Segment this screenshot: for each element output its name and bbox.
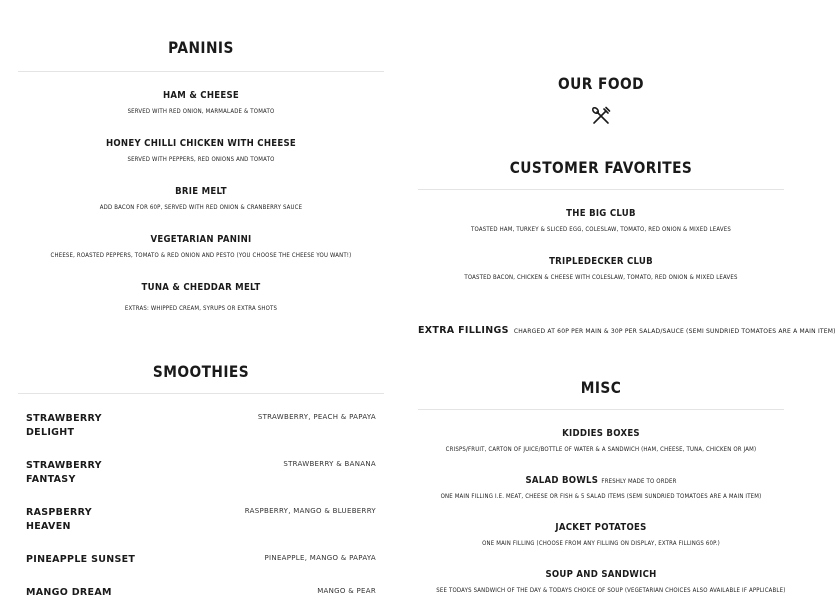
item-description: EXTRAS: WHIPPED CREAM, SYRUPS OR EXTRA SHOTS bbox=[124, 305, 278, 312]
smoothie-ingredients: PINEAPPLE, MANGO & PAPAYA bbox=[264, 554, 376, 562]
item-description: ONE MAIN FILLING I.E. MEAT, CHEESE OR FISH & 5 SALAD ITEMS (SEMI SUNDRIED TOMATOES ARE A MAIN ITEM) bbox=[440, 493, 762, 500]
item-name: BRIE MELT bbox=[175, 186, 227, 197]
smoothie-name: RASPBERRY HEAVEN bbox=[26, 507, 92, 532]
favorites-title: CUSTOMER FAVORITES bbox=[509, 158, 693, 177]
smoothie-name: PINEAPPLE SUNSET bbox=[26, 554, 136, 565]
item-name-text: SALAD BOWLS bbox=[525, 475, 599, 486]
extra-fillings-line bbox=[418, 318, 836, 337]
smoothie-ingredients: MANGO & PEAR bbox=[317, 587, 376, 595]
item-name: JACKET POTATOES bbox=[555, 522, 647, 533]
item-description: CRISPS/FRUIT, CARTON OF JUICE/BOTTLE OF WATER & A SANDWICH (HAM, CHEESE, TUNA, CHICKEN OR JAM) bbox=[445, 446, 757, 453]
paninis-title: PANINIS bbox=[168, 38, 234, 57]
menu-item bbox=[418, 522, 784, 547]
menu-item bbox=[418, 569, 784, 594]
divider bbox=[18, 71, 384, 72]
misc-title: MISC bbox=[580, 378, 622, 397]
smoothie-name: STRAWBERRY DELIGHT bbox=[26, 413, 102, 438]
divider bbox=[418, 409, 784, 410]
item-name: KIDDIES BOXES bbox=[562, 428, 640, 439]
menu-item bbox=[418, 475, 784, 500]
item-description: CHARGED AT 60P PER MAIN & 30P PER SALAD/SAUCE (SEMI SUNDRIED TOMATOES ARE A MAIN ITEM) bbox=[513, 328, 836, 335]
item-description: SERVED WITH RED ONION, MARMALADE & TOMATO bbox=[127, 108, 275, 115]
menu-item bbox=[418, 208, 784, 233]
smoothie-ingredients: STRAWBERRY, PEACH & PAPAYA bbox=[257, 413, 376, 421]
menu-item bbox=[18, 282, 384, 312]
smoothie-ingredients: STRAWBERRY & BANANA bbox=[283, 460, 376, 468]
item-description: SEE TODAYS SANDWICH OF THE DAY & TODAYS CHOICE OF SOUP (VEGETARIAN CHOICES ALSO AVAILABLE IF APPLICABLE) bbox=[436, 587, 786, 594]
item-description: TOASTED HAM, TURKEY & SLICED EGG, COLESLAW, TOMATO, RED ONION & MIXED LEAVES bbox=[471, 226, 731, 233]
item-name: TRIPLEDECKER CLUB bbox=[549, 256, 653, 267]
item-name: HAM & CHEESE bbox=[162, 90, 240, 101]
our-food-title: OUR FOOD bbox=[558, 74, 644, 93]
item-name: VEGETARIAN PANINI bbox=[150, 234, 252, 245]
menu-item bbox=[418, 256, 784, 281]
item-description: SERVED WITH PEPPERS, RED ONIONS AND TOMATO bbox=[127, 156, 275, 163]
item-name: EXTRA FILLINGS bbox=[418, 325, 509, 336]
divider bbox=[418, 189, 784, 190]
item-name: SOUP AND SANDWICH bbox=[545, 569, 657, 580]
item-description: CHEESE, ROASTED PEPPERS, TOMATO & RED ONION AND PESTO (YOU CHOOSE THE CHEESE YOU WANT!) bbox=[50, 252, 352, 259]
item-name: TUNA & CHEDDAR MELT bbox=[141, 282, 261, 293]
menu-item bbox=[18, 234, 384, 259]
smoothie-ingredients: RASPBERRY, MANGO & BLUEBERRY bbox=[244, 507, 376, 515]
menu-item bbox=[18, 90, 384, 115]
menu-item bbox=[418, 428, 784, 453]
smoothie-name: MANGO DREAM bbox=[26, 587, 112, 598]
smoothies-title: SMOOTHIES bbox=[152, 362, 250, 381]
item-inline-note: FRESHLY MADE TO ORDER bbox=[601, 478, 677, 485]
menu-item bbox=[18, 186, 384, 211]
item-name bbox=[436, 475, 765, 486]
menu-item bbox=[18, 138, 384, 163]
divider bbox=[18, 393, 384, 394]
item-description: TOASTED BACON, CHICKEN & CHEESE WITH COLESLAW, TOMATO, RED ONION & MIXED LEAVES bbox=[464, 274, 738, 281]
item-name: HONEY CHILLI CHICKEN WITH CHEESE bbox=[105, 138, 297, 149]
item-description: ONE MAIN FILLING (CHOOSE FROM ANY FILLING ON DISPLAY, EXTRA FILLINGS 60P.) bbox=[482, 540, 720, 547]
smoothie-name: STRAWBERRY FANTASY bbox=[26, 460, 102, 485]
crossed-utensils-icon bbox=[418, 106, 784, 130]
item-description: ADD BACON FOR 60P, SERVED WITH RED ONION & CRANBERRY SAUCE bbox=[99, 204, 303, 211]
item-name: THE BIG CLUB bbox=[566, 208, 636, 219]
